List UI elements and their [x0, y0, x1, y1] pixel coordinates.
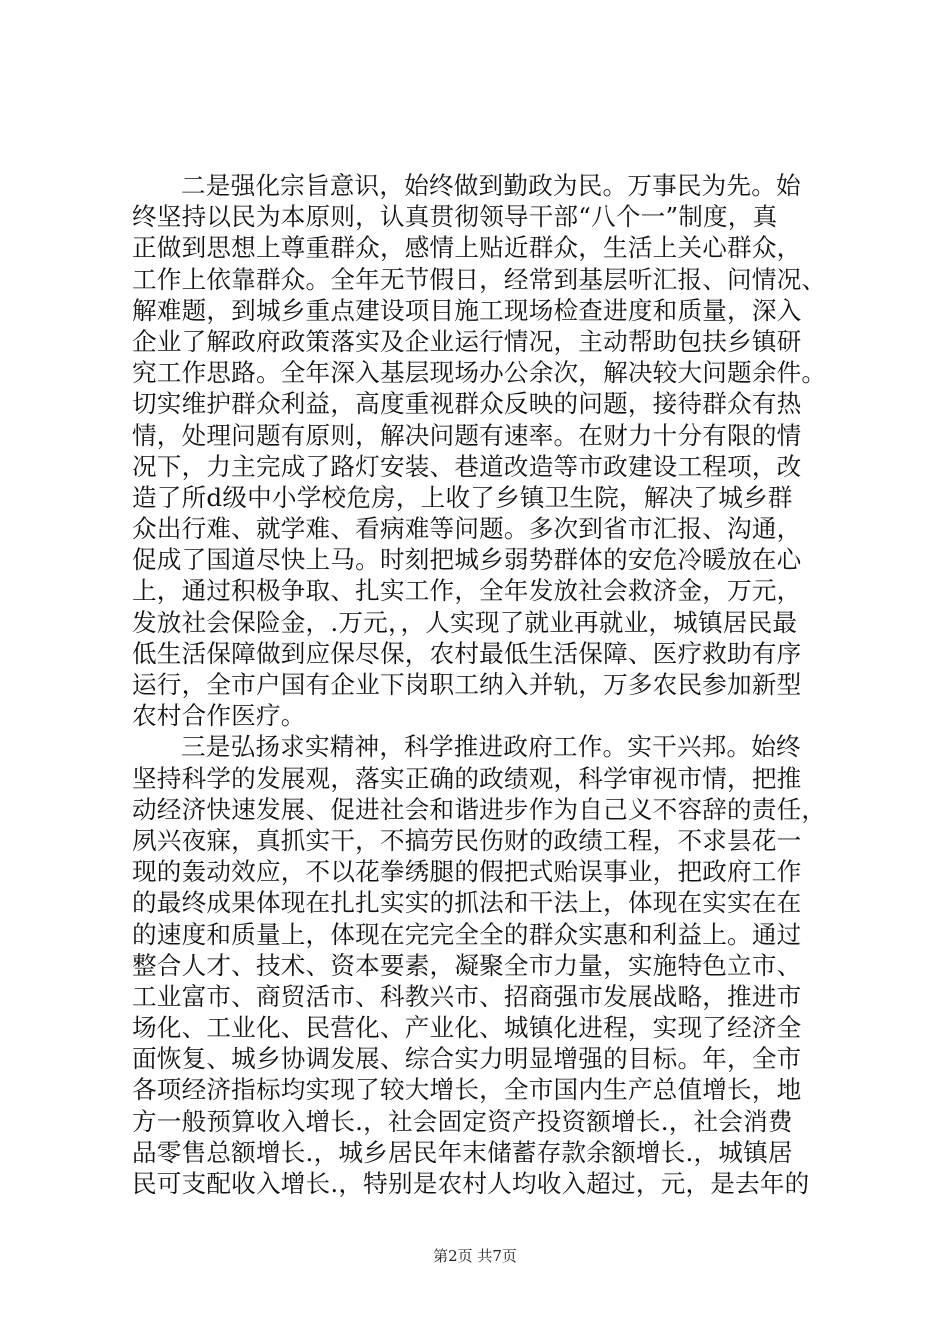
text-line: 品零售总额增长.，城乡居民年末储蓄存款余额增长.，城镇居 — [132, 1137, 793, 1167]
text-line: 众出行难、就学难、看病难等问题。多次到省市汇报、沟通， — [132, 514, 802, 544]
text-line: 终坚持以民为本原则，认真贯彻领导干部“八个一”制度，真 — [132, 202, 778, 232]
text-line: 企业了解政府政策落实及企业运行情况，主动帮助包扶乡镇研 — [132, 326, 802, 356]
text-line: 促成了国道尽快上马。时刻把城乡弱势群体的安危冷暖放在心 — [132, 545, 802, 575]
text-line: 整合人才、技术、资本要素，凝聚全市力量，实施特色立市、 — [132, 950, 802, 980]
text-line: 的最终成果体现在扎扎实实的抓法和干法上，体现在实实在在 — [132, 888, 802, 918]
text-line: 造了所d级中小学校危房，上收了乡镇卫生院，解决了城乡群 — [132, 482, 793, 512]
text-line: 现的轰动效应，不以花拳绣腿的假把式贻误事业，把政府工作 — [132, 857, 802, 887]
text-line: 的速度和质量上，体现在完完全全的群众实惠和利益上。通过 — [132, 919, 802, 949]
text-line: 场化、工业化、民营化、产业化、城镇化进程，实现了经济全 — [132, 1013, 802, 1043]
text-line: 究工作思路。全年深入基层现场办公余次，解决较大问题余件。 — [132, 358, 827, 388]
text-line: 各项经济指标均实现了较大增长，全市国内生产总值增长，地 — [132, 1075, 802, 1105]
text-line: 农村合作医疗。 — [132, 701, 306, 731]
text-line: 夙兴夜寐，真抓实干，不搞劳民伤财的政绩工程，不求昙花一 — [132, 825, 802, 855]
text-line: 解难题，到城乡重点建设项目施工现场检查进度和质量，深入 — [132, 295, 802, 325]
text-line: 况下，力主完成了路灯安装、巷道改造等市政建设工程项，改 — [132, 451, 802, 481]
text-line: 工业富市、商贸活市、科教兴市、招商强市发展战略，推进市 — [132, 981, 802, 1011]
text-line: 发放社会保险金，.万元，，人实现了就业再就业，城镇居民最 — [132, 607, 798, 637]
page-number-footer: 第2页 共7页 — [433, 1247, 517, 1265]
text-line: 上，通过积极争取、扎实工作，全年发放社会救济金，万元， — [132, 576, 802, 606]
text-line: 二是强化宗旨意识，始终做到勤政为民。万事民为先。始 — [181, 171, 801, 200]
text-line: 切实维护群众利益，高度重视群众反映的问题，接待群众有热 — [132, 389, 802, 419]
text-line: 低生活保障做到应保尽保，农村最低生活保障、医疗救助有序 — [132, 638, 802, 668]
text-line: 坚持科学的发展观，落实正确的政绩观，科学审视市情，把推 — [132, 763, 802, 793]
text-line: 方一般预算收入增长.，社会固定资产投资额增长.，社会消费 — [132, 1106, 793, 1136]
text-line: 工作上依靠群众。全年无节假日，经常到基层听汇报、问情况、 — [132, 264, 827, 294]
document-body — [132, 170, 832, 1199]
text-line: 正做到思想上尊重群众，感情上贴近群众，生活上关心群众， — [132, 233, 802, 263]
text-line: 面恢复、城乡协调发展、综合实力明显增强的目标。年，全市 — [132, 1044, 802, 1074]
text-line: 三是弘扬求实精神，科学推进政府工作。实干兴邦。始终 — [181, 732, 801, 762]
text-line: 动经济快速发展、促进社会和谐进步作为自己义不容辞的责任， — [132, 794, 827, 824]
text-line: 运行，全市户国有企业下岗职工纳入并轨，万多农民参加新型 — [132, 670, 802, 699]
text-line: 民可支配收入增长.，特别是农村人均收入超过，元，是去年的 — [132, 1169, 810, 1198]
text-line: 情，处理问题有原则，解决问题有速率。在财力十分有限的情 — [132, 420, 802, 450]
